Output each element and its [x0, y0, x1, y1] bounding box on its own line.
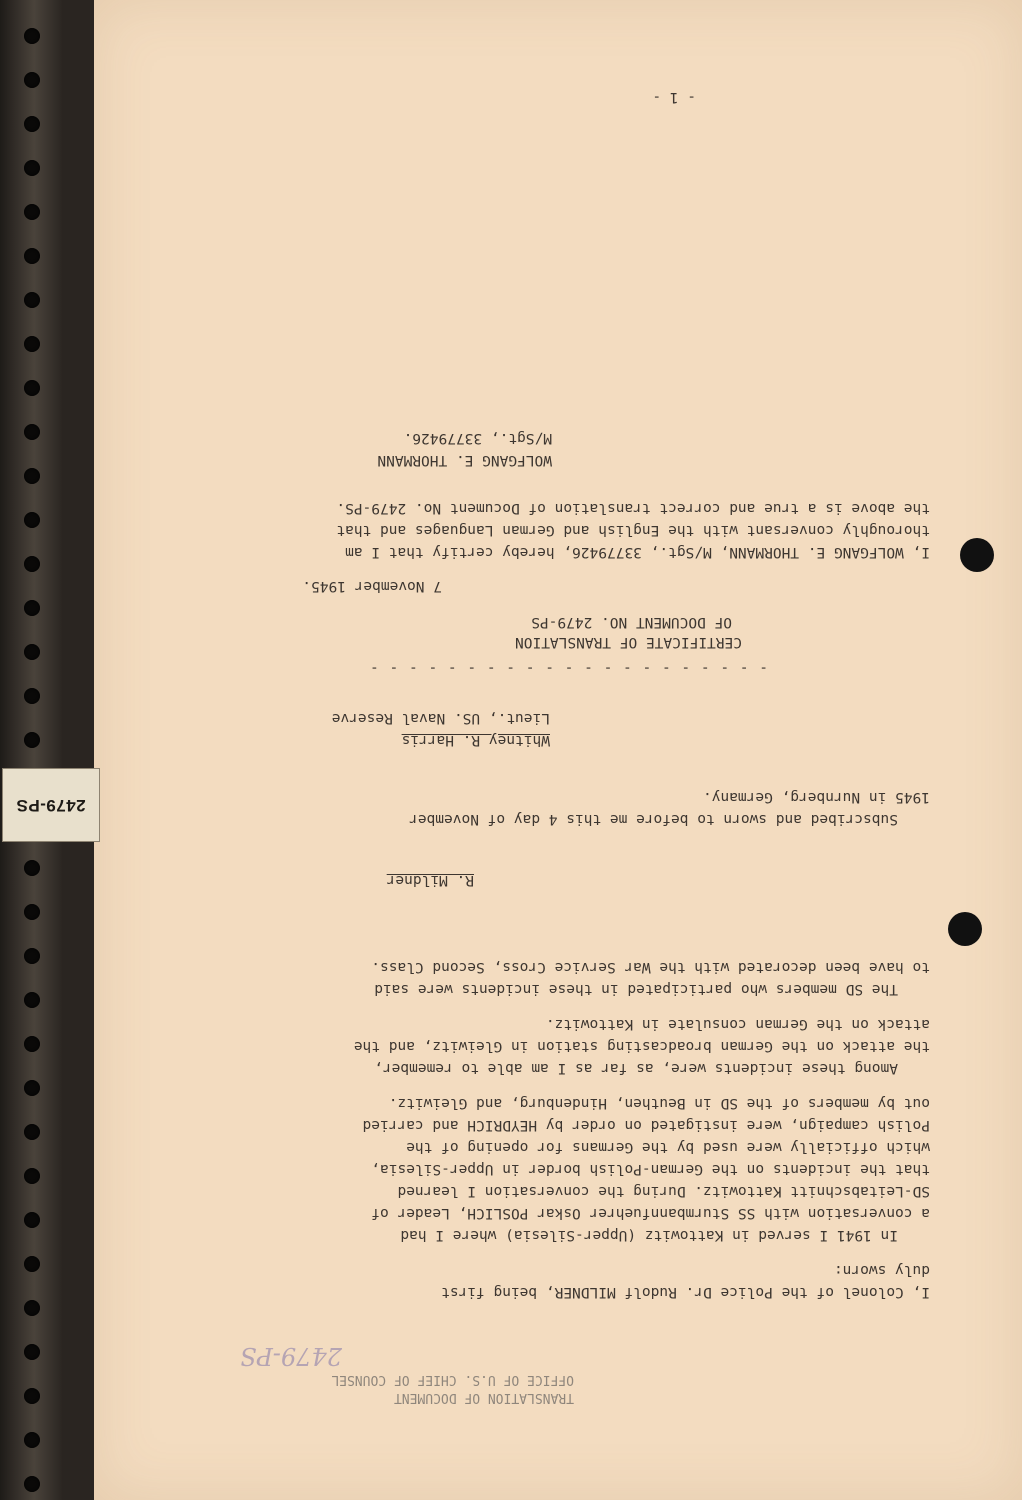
- separator-line: - - - - - - - - - - - - - - - - - - - - -: [369, 660, 768, 676]
- binder-hole: [24, 1168, 40, 1184]
- paragraph-line: that the incidents on the German-Polish border in Upper-Silesia,: [371, 1161, 930, 1177]
- officer-title: Lieut., US. Naval Reserve: [331, 710, 550, 726]
- affiant-signature: R. Mildner: [386, 872, 474, 888]
- officer-name: Whitney R. Harris: [401, 732, 550, 748]
- paragraph-line: to have been decorated with the War Service Cross, Second Class.: [371, 959, 930, 975]
- binder-hole: [24, 336, 40, 352]
- binder-hole: [24, 732, 40, 748]
- paragraph-line: a conversation with SS Sturmbannfuehrer Oskar POSLICH, Leader of: [371, 1205, 930, 1221]
- binder-hole: [24, 512, 40, 528]
- certificate-body-line: thoroughly conversant with the English and German Languages and that: [336, 522, 930, 538]
- rotated-document: [94, 0, 1022, 1500]
- paragraph-line: In 1941 I served in Kattowitz (Upper-Silesia) where I had: [400, 1227, 898, 1243]
- document-page: [94, 0, 1022, 1500]
- binder-hole: [24, 28, 40, 44]
- handwritten-reference: 2479-PS: [240, 1342, 342, 1370]
- binder-hole: [24, 904, 40, 920]
- paragraph-line: which officially were used by the Germans for opening of the: [406, 1139, 930, 1155]
- binder-hole: [24, 1300, 40, 1316]
- certificate-body-line: the above is a true and correct translation of Document No. 2479-PS.: [336, 500, 930, 516]
- jurat-line: 1945 in Nurnberg, Germany.: [703, 789, 930, 805]
- binder-hole: [24, 1124, 40, 1140]
- binder-strip: [0, 0, 62, 1500]
- translator-rank: M/Sgt., 33779426.: [403, 430, 552, 446]
- binder-hole: [24, 204, 40, 220]
- certificate-subtitle: OF DOCUMENT NO. 2479-PS: [531, 614, 732, 630]
- binder-hole: [24, 1212, 40, 1228]
- binder-hole: [24, 248, 40, 264]
- binder-hole: [24, 556, 40, 572]
- binder-hole: [24, 1036, 40, 1052]
- intro-line: duly sworn:: [833, 1262, 930, 1278]
- translator-name: WOLFGANG E. THORMANN: [377, 452, 552, 468]
- binder-hole: [24, 688, 40, 704]
- paragraph-line: Polish campaign, were instigated on order by HEYDRICH and carried: [362, 1117, 930, 1133]
- binder-hole: [24, 160, 40, 176]
- binder-hole: [24, 1388, 40, 1404]
- binder-tab: [2, 768, 100, 842]
- certificate-date: 7 November 1945.: [302, 578, 442, 594]
- binder-hole: [24, 468, 40, 484]
- binder-hole: [24, 948, 40, 964]
- paragraph-line: The SD members who participated in these incidents were said: [374, 981, 898, 997]
- paragraph-line: SD-Leitabschnitt Kattowitz. During the conversation I learned: [397, 1183, 930, 1199]
- binder-hole: [24, 1080, 40, 1096]
- binder-hole: [24, 1476, 40, 1492]
- binder-hole: [24, 292, 40, 308]
- intro-line: I, Colonel of the Police Dr. Rudolf MILDNER, being first: [441, 1284, 930, 1300]
- binder-hole: [24, 72, 40, 88]
- paragraph-line: out by members of the SD in Beuthen, Hindenburg, and Gleiwitz.: [388, 1095, 930, 1111]
- binder-hole: [24, 1344, 40, 1360]
- office-stamp-line: OFFICE OF U.S. CHIEF OF COUNSEL: [331, 1372, 574, 1387]
- binder-tab-label: 2479-PS: [16, 796, 86, 815]
- binder-hole: [24, 992, 40, 1008]
- binder-hole: [24, 380, 40, 396]
- certificate-title: CERTIFICATE OF TRANSLATION: [515, 634, 742, 650]
- paragraph-line: the attack on the German broadcasting station in Gleiwitz, and the: [353, 1038, 930, 1054]
- office-stamp-line: TRANSLATION OF DOCUMENT: [393, 1390, 574, 1405]
- binder-hole: [24, 1256, 40, 1272]
- paragraph-line: attack on the German consulate in Kattowitz.: [545, 1016, 930, 1032]
- binder-hole: [24, 600, 40, 616]
- paragraph-line: Among these incidents were, as far as I am able to remember,: [374, 1060, 898, 1076]
- binder-hole: [24, 860, 40, 876]
- binder-hole: [24, 116, 40, 132]
- page-number: - 1 -: [652, 89, 696, 105]
- jurat-line: Subscribed and sworn to before me this 4 day of November: [409, 811, 898, 827]
- certificate-body-line: I, WOLFGANG E. THORMANN, M/Sgt., 33779426, hereby certify that I am: [345, 544, 930, 560]
- office-stamp: [331, 1370, 574, 1406]
- binder-hole: [24, 1432, 40, 1448]
- binder-hole: [24, 424, 40, 440]
- binder-hole: [24, 644, 40, 660]
